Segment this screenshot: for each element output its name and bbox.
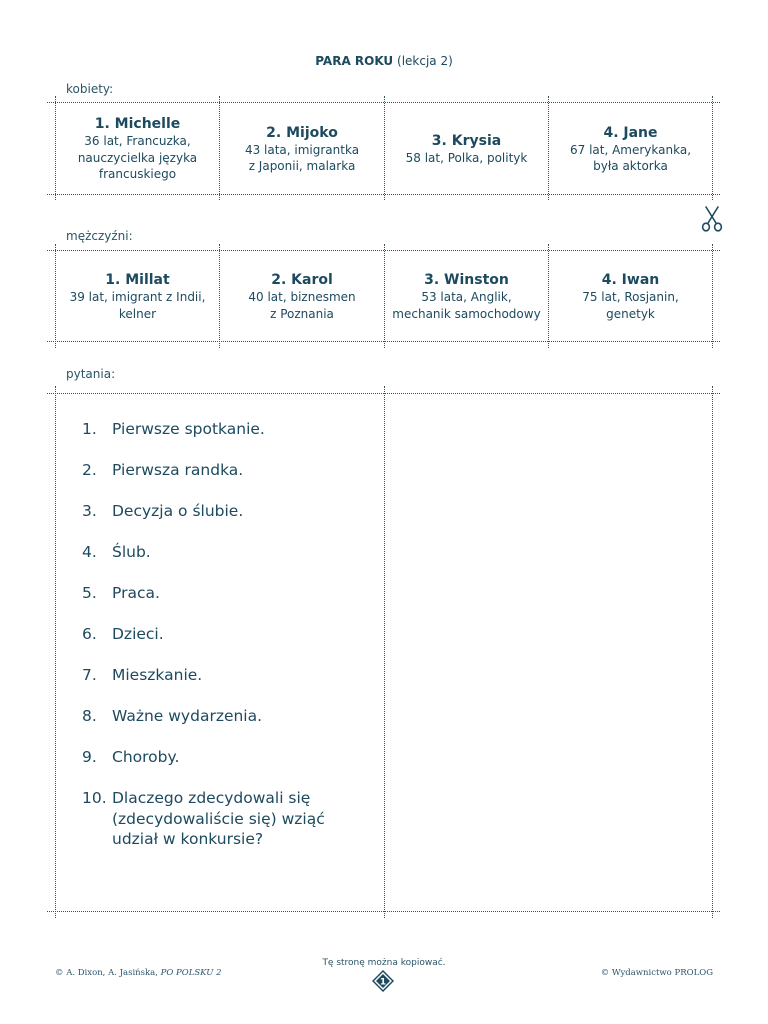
- card-desc-line: 39 lat, imigrant z Indii,: [69, 290, 206, 304]
- question-text: Ślub.: [112, 543, 151, 561]
- question-text: Pierwsze spotkanie.: [112, 420, 265, 438]
- footer-publisher: © Wydawnictwo PROLOG: [600, 968, 713, 978]
- card-desc-line: 36 lat, Francuzka,: [84, 134, 191, 149]
- questions-grid-divider: [712, 386, 713, 918]
- list-item: [82, 460, 342, 481]
- card-desc-line: była aktorka: [593, 159, 668, 173]
- question-text: Pierwsza randka.: [112, 461, 244, 479]
- footer-authors: © A. Dixon, A. Jasińska,: [55, 968, 161, 978]
- man-card-millat[interactable]: [56, 252, 219, 341]
- list-item: [82, 706, 342, 727]
- woman-card-michelle[interactable]: [56, 104, 219, 194]
- footer-copy-note: Tę stronę można kopiować.: [322, 958, 446, 968]
- list-item: [82, 624, 342, 645]
- card-desc-line: genetyk: [606, 306, 655, 321]
- question-text: Ważne wydarzenia.: [112, 707, 263, 725]
- card-desc-line: z Poznania: [270, 306, 334, 321]
- question-text: Decyzja o ślubie.: [112, 502, 244, 520]
- card-desc-line: 53 lata, Anglik,: [421, 290, 512, 304]
- list-item: [82, 665, 342, 686]
- question-number: 6.: [82, 625, 97, 643]
- card-desc-line: nauczycielka języka: [77, 150, 198, 165]
- card-name: 2. Mijoko: [266, 124, 338, 141]
- scissors-icon: [700, 206, 724, 232]
- page-title: [0, 54, 768, 68]
- men-grid-divider: [712, 244, 713, 348]
- card-name: 4. Iwan: [601, 272, 660, 288]
- page-number: 1: [379, 977, 387, 988]
- card-name: 1. Michelle: [94, 116, 181, 133]
- man-card-karol[interactable]: [220, 252, 384, 341]
- woman-card-jane[interactable]: [549, 104, 712, 194]
- question-number: 9.: [82, 748, 97, 766]
- list-item: [82, 747, 342, 768]
- question-text: Dzieci.: [112, 625, 164, 643]
- list-item: [82, 788, 342, 850]
- card-desc-line: 75 lat, Rosjanin,: [582, 290, 679, 304]
- man-card-iwan[interactable]: [549, 252, 712, 341]
- question-number: 7.: [82, 666, 97, 684]
- list-item: [82, 542, 342, 563]
- woman-card-mijoko[interactable]: [220, 104, 384, 194]
- question-text: Choroby.: [112, 748, 180, 766]
- card-name: 4. Jane: [603, 124, 658, 141]
- question-number: 2.: [82, 461, 97, 479]
- card-desc-line: 43 lata, imigrantka: [244, 142, 360, 157]
- question-number: 1.: [82, 420, 97, 438]
- card-desc-line: 40 lat, biznesmen: [248, 290, 356, 304]
- man-card-winston[interactable]: [385, 252, 548, 341]
- men-section-label: mężczyźni:: [66, 229, 133, 243]
- question-text: Praca.: [112, 584, 160, 602]
- question-number: 4.: [82, 543, 97, 561]
- question-text: Mieszkanie.: [112, 666, 203, 684]
- questions-grid-divider: [384, 386, 385, 918]
- footer-book-title: PO POLSKU 2: [160, 968, 222, 978]
- question-number: 8.: [82, 707, 97, 725]
- woman-card-krysia[interactable]: [385, 104, 548, 194]
- card-desc-line: mechanik samochodowy: [392, 306, 541, 321]
- list-item: [82, 419, 342, 440]
- question-number: 3.: [82, 502, 97, 520]
- card-name: 3. Winston: [424, 272, 509, 288]
- card-name: 3. Krysia: [431, 132, 502, 149]
- list-item: [82, 583, 342, 604]
- card-desc-line: z Japonii, malarka: [248, 159, 356, 173]
- questions-grid-divider: [55, 386, 56, 918]
- card-desc-line: francuskiego: [98, 167, 177, 182]
- card-name: 1. Millat: [105, 272, 170, 288]
- question-number: 10.: [82, 789, 107, 807]
- card-name: 2. Karol: [271, 272, 333, 288]
- card-desc-line: 58 lat, Polka, polityk: [405, 150, 528, 165]
- diamond-page-icon: [372, 970, 394, 992]
- women-grid-divider: [712, 96, 713, 200]
- questions-section-label: pytania:: [66, 367, 116, 381]
- card-desc-line: kelner: [118, 306, 157, 321]
- women-section-label: kobiety:: [66, 82, 114, 96]
- list-item: [82, 501, 342, 522]
- question-text: Dlaczego zdecydowali się (zdecydowaliście się) wziąć udział w konkursie?: [112, 789, 325, 848]
- page-title-main: PARA ROKU: [315, 54, 394, 68]
- question-number: 5.: [82, 584, 97, 602]
- questions-list: [82, 419, 342, 870]
- card-desc-line: 67 lat, Amerykanka,: [569, 142, 692, 157]
- page-title-lesson: (lekcja 2): [397, 54, 453, 68]
- footer-copyright-authors: [55, 968, 222, 978]
